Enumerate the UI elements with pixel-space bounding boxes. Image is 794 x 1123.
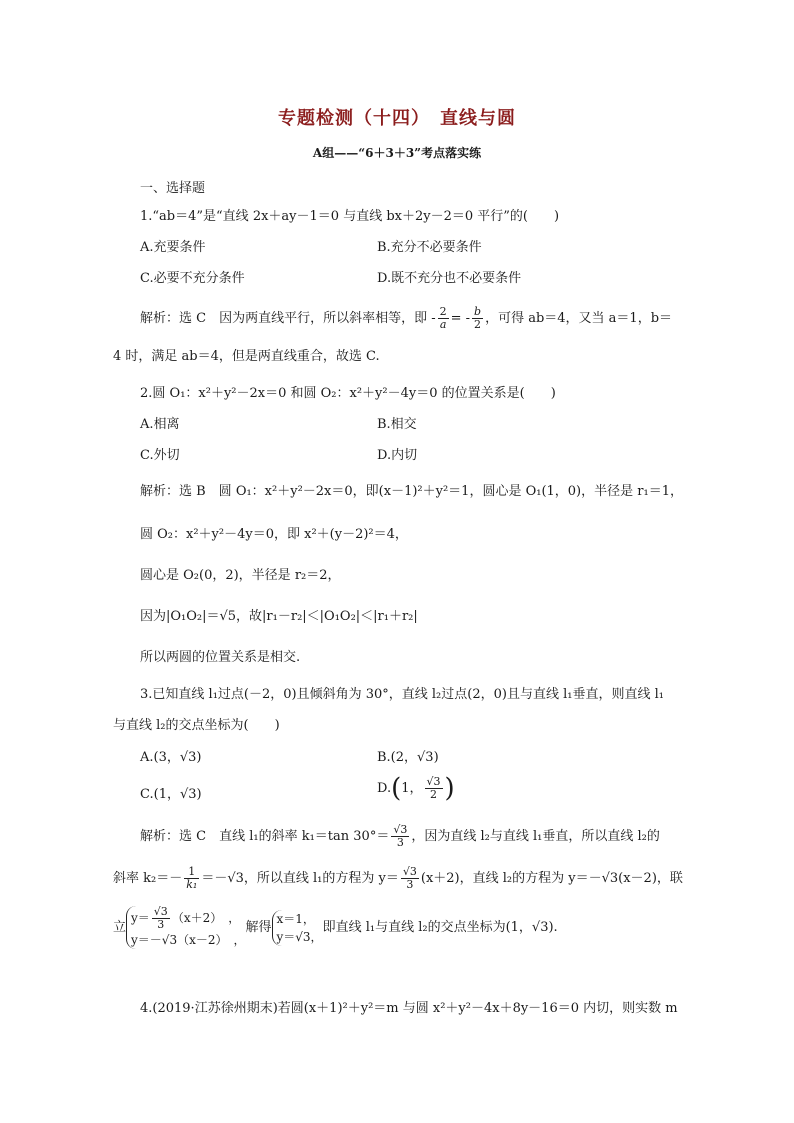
q2-option-d: D.内切 xyxy=(377,448,418,463)
q3-stem-line2: 与直线 l₂的交点坐标为( ) xyxy=(113,718,280,733)
q3-l1-frac xyxy=(391,824,409,849)
q1-analysis-line1 xyxy=(140,306,672,331)
section-heading: 一、选择题 xyxy=(140,181,206,196)
q3-sys1-den: 3 xyxy=(157,918,165,931)
q3-l2-den1: k₁ xyxy=(186,878,198,891)
q3-option-d-lparen: ( xyxy=(391,773,402,804)
q3-l2-b: ＝－√3，所以直线 l₁的方程为 y＝ xyxy=(201,871,399,886)
q1-stem: 1.“ab＝4”是“直线 2x＋ay－1＝0 与直线 bx＋2y－2＝0 平行”的( ) xyxy=(140,209,560,224)
q3-analysis-line1 xyxy=(140,824,660,849)
q2-analysis-line4: 因为|O₁O₂|＝√5，故|r₁－r₂|＜|O₁O₂|＜|r₁＋r₂| xyxy=(140,609,418,624)
q3-option-d xyxy=(377,773,455,804)
q3-l2-num1: 1 xyxy=(184,866,199,879)
q3-option-c: C.(1，√3) xyxy=(140,787,202,802)
q3-analysis-line3 xyxy=(113,906,558,949)
q2-analysis-line5: 所以两圆的位置关系是相交. xyxy=(140,650,301,665)
q3-option-b: B.(2，√3) xyxy=(377,750,439,765)
q2-analysis-line2: 圆 O₂：x²＋y²－4y＝0，即 x²＋(y－2)²＝4， xyxy=(140,527,408,542)
q3-sys1-b: （x＋2） ， xyxy=(171,911,241,925)
q3-sys1-num: √3 xyxy=(153,905,168,918)
q2-option-c: C.外切 xyxy=(140,448,180,463)
q3-system-equations xyxy=(126,906,245,949)
q1-option-b: B.充分不必要条件 xyxy=(377,240,482,255)
q1-frac-2-num: b xyxy=(474,305,482,318)
q3-l2-num2: √3 xyxy=(402,865,417,878)
q3-option-d-prefix: D. xyxy=(377,781,392,796)
q1-frac-1-den: a xyxy=(439,318,447,331)
q3-l3-mid: 解得 xyxy=(245,920,272,935)
q1-analysis-mid: = - xyxy=(450,311,471,326)
q2-option-a: A.相离 xyxy=(140,417,180,432)
q3-sys1-frac xyxy=(152,906,170,931)
q3-sol-eq1: x＝1， xyxy=(276,911,315,926)
q3-sys1-a: y＝ xyxy=(131,911,150,925)
q2-option-b: B.相交 xyxy=(377,417,417,432)
q1-analysis-part-b: ，可得 ab＝4，又当 a＝1，b＝ xyxy=(485,311,673,326)
q3-analysis-line2 xyxy=(113,866,683,891)
q4-stem: 4.(2019·江苏徐州期末)若圆(x＋1)²＋y²＝m 与圆 x²＋y²－4x＋8y－16＝0 内切，则实数 m xyxy=(140,1001,678,1016)
q3-l2-c: (x＋2)，直线 l₂的方程为 y＝－√3(x－2)，联 xyxy=(420,871,683,886)
q3-sol-eq2: y＝√3， xyxy=(276,929,323,944)
q3-option-d-frac xyxy=(425,776,443,801)
q3-stem-line1: 3.已知直线 l₁过点(－2，0)且倾斜角为 30°，直线 l₂过点(2，0)且与直线 l₁垂直，则直线 l₁ xyxy=(140,687,664,702)
q3-l1-b: ，因为直线 l₂与直线 l₁垂直，所以直线 l₂的 xyxy=(411,829,660,844)
q3-l1-a: 解析：选 C 直线 l₁的斜率 k₁＝tan 30°＝ xyxy=(140,829,390,844)
q3-option-d-rparen: ) xyxy=(444,773,455,804)
q3-system-eq1 xyxy=(131,906,245,931)
q1-frac-1-num: 2 xyxy=(439,305,447,318)
q3-solution-system xyxy=(272,910,323,946)
q3-system-eq2: y＝－√3（x－2） ， xyxy=(131,933,246,947)
page-subtitle: A组——“6＋3＋3”考点落实练 xyxy=(312,146,482,160)
q1-analysis-line2: 4 时，满足 ab＝4，但是两直线重合，故选 C. xyxy=(113,349,380,364)
q2-stem: 2.圆 O₁：x²＋y²－2x＝0 和圆 O₂：x²＋y²－4y＝0 的位置关系是( ) xyxy=(140,386,556,401)
q3-option-a: A.(3，√3) xyxy=(140,750,202,765)
q3-l2-a: 斜率 k₂＝－ xyxy=(113,871,183,886)
q1-option-c: C.必要不充分条件 xyxy=(140,271,245,286)
q1-option-d: D.既不充分也不必要条件 xyxy=(377,271,522,286)
q2-analysis-line3: 圆心是 O₂(0，2)，半径是 r₂＝2， xyxy=(140,568,341,583)
q3-option-d-num: √3 xyxy=(426,775,441,788)
q1-option-a: A.充要条件 xyxy=(140,240,206,255)
q3-option-d-den: 2 xyxy=(430,788,438,801)
q3-l2-den2: 3 xyxy=(406,878,414,891)
page-title: 专题检测（十四） 直线与圆 xyxy=(278,108,516,129)
q3-l2-frac2 xyxy=(401,866,419,891)
q3-l1-den: 3 xyxy=(396,836,404,849)
q1-frac-1 xyxy=(438,306,449,331)
q3-l1-num: √3 xyxy=(393,823,408,836)
q2-analysis-line1: 解析：选 B 圆 O₁：x²＋y²－2x＝0，即(x－1)²＋y²＝1，圆心是 O₁(1，0)，半径是 r₁＝1， xyxy=(140,484,683,499)
q1-analysis-part-a: 解析：选 C 因为两直线平行，所以斜率相等，即 - xyxy=(140,311,436,326)
q3-option-d-a: 1， xyxy=(401,781,423,796)
q3-l3-end: 即直线 l₁与直线 l₂的交点坐标为(1，√3). xyxy=(322,920,558,935)
q3-l2-frac1 xyxy=(184,866,199,891)
q1-frac-2-den: 2 xyxy=(474,318,482,331)
q3-l3-prefix: 立 xyxy=(113,920,127,935)
q1-frac-2 xyxy=(472,306,483,331)
